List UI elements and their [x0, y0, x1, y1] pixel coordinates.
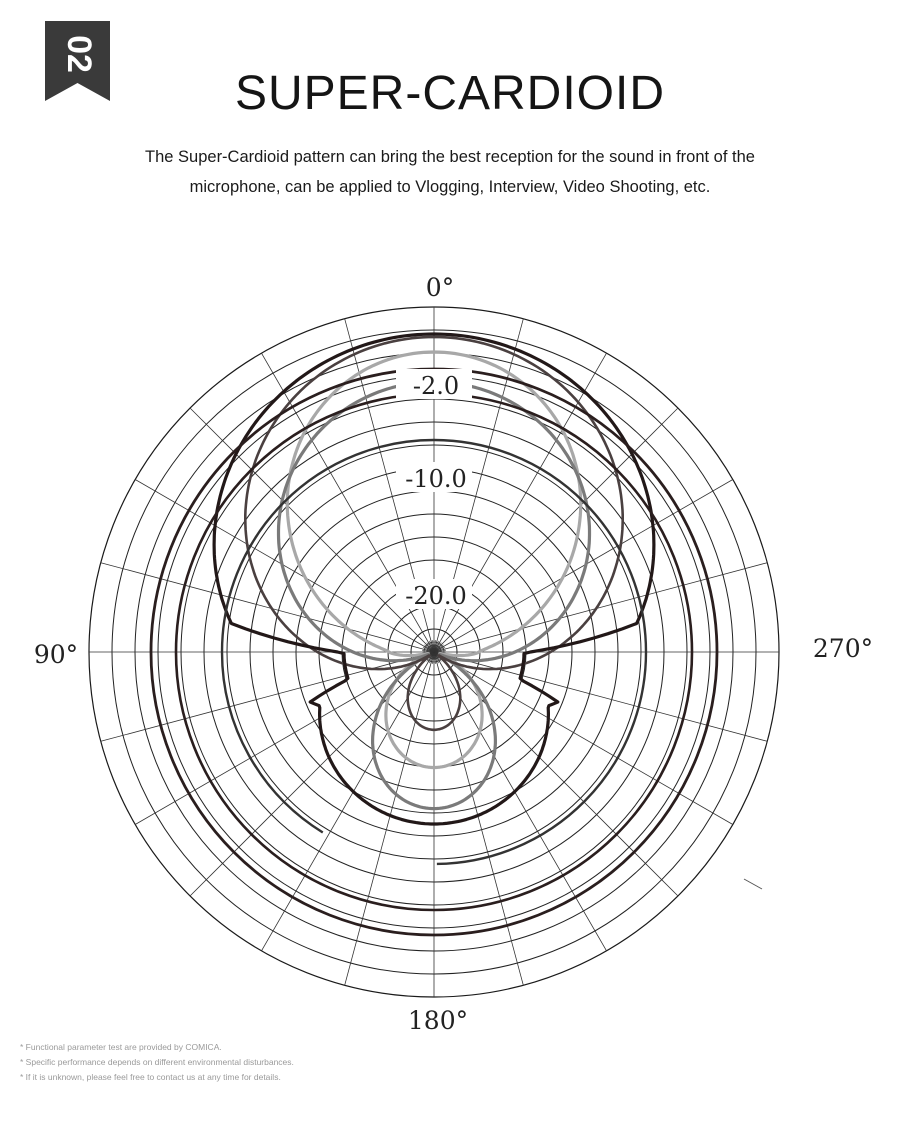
db-label: -10.0: [405, 465, 467, 493]
angle-label-top: 0°: [425, 273, 455, 302]
footnote-1: * Functional parameter test are provided by COMICA.: [20, 1042, 222, 1052]
angle-label-left: 90°: [33, 640, 79, 669]
footnotes: [20, 1040, 294, 1085]
page-title: SUPER-CARDIOID: [234, 67, 666, 120]
footnote-3: * If it is unknown, please feel free to contact us at any time for details.: [20, 1072, 281, 1082]
description-line-2: microphone, can be applied to Vlogging, Interview, Video Shooting, etc.: [189, 178, 711, 196]
angle-label-right: 270°: [812, 634, 874, 663]
db-label: -20.0: [405, 582, 467, 610]
db-label: -2.0: [412, 372, 460, 400]
footnote-2: * Specific performance depends on different environmental disturbances.: [20, 1057, 294, 1067]
description-line-1: The Super-Cardioid pattern can bring the best reception for the sound in front of the: [145, 148, 755, 166]
polar-grid: [89, 307, 779, 997]
grid-spoke: [434, 652, 678, 896]
stray-tick-mark: [744, 879, 762, 889]
grid-spoke: [190, 652, 434, 896]
badge-number: 02: [60, 35, 99, 73]
angle-label-bottom: 180°: [407, 1006, 469, 1035]
